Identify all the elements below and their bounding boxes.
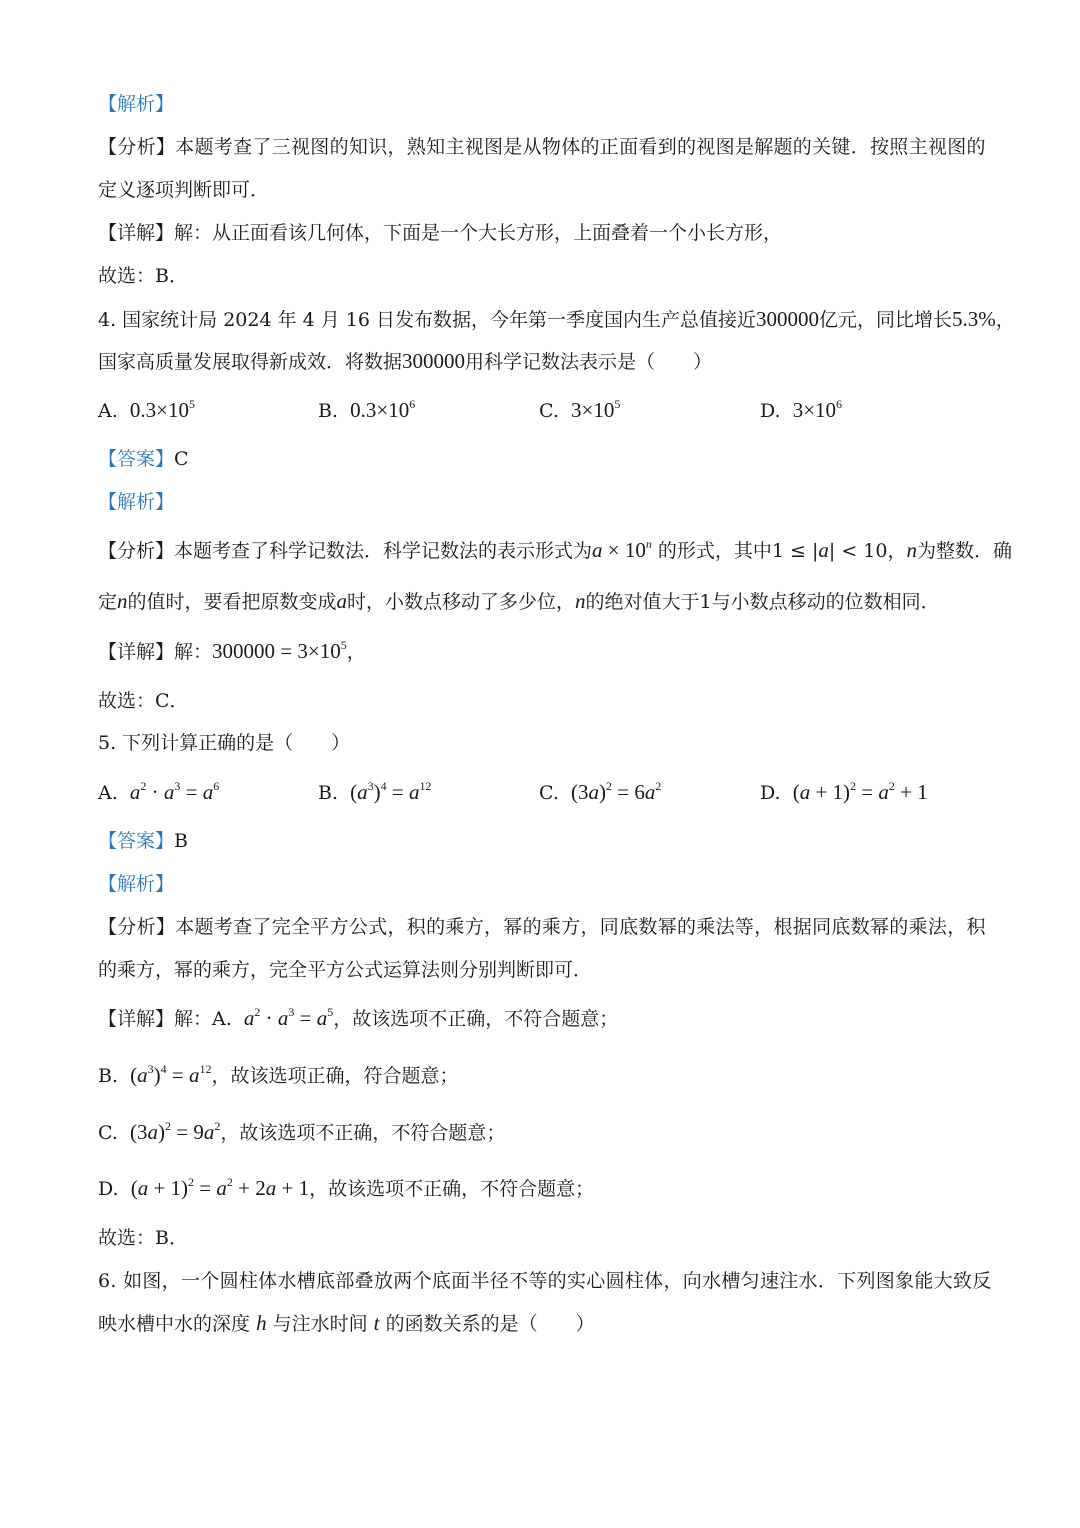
q6-stem-2e: 的函数关系的是（ ） (385, 1313, 595, 1335)
q4-fenxi-e: 的形式，其中1 ≤ | (651, 540, 819, 562)
option-label: D. (760, 400, 781, 422)
q5-detail-d-label: D. (98, 1178, 119, 1200)
q4-option-d (760, 398, 842, 423)
q4-detail (98, 639, 366, 664)
option-label: C. (539, 782, 559, 804)
q4-fenxi-a-var: a (592, 538, 603, 562)
q4-fenxi2-a-var: a (336, 589, 348, 613)
option-coef: 3×10 (571, 398, 615, 422)
q4-stem-line-1 (98, 307, 1015, 332)
q5-option-b: B. $(a^3)^4 = a^{12}$ (318, 779, 432, 804)
option-label: B. (318, 782, 339, 804)
q5-detail-tag: 【详解】解：A. (98, 1008, 232, 1030)
q4-fenxi-i: 为整数．确 (916, 540, 1012, 562)
q6-var-t: t (373, 1311, 380, 1335)
answer-value: C (174, 448, 189, 470)
q5-detail-d-tail: ，故该选项不正确，不符合题意； (309, 1178, 595, 1200)
q4-jiexi-tag: 【解析】 (98, 491, 175, 513)
q4-fenxi-abs-a: a (818, 538, 829, 562)
q5-option-c: C. $(3a)^2 = 6a^2$ (539, 779, 662, 804)
option-exp: 6 (409, 397, 416, 411)
q5-detail-b: B. $(a^3)^4 = a^{12}$，故该选项正确，符合题意； (98, 1062, 459, 1087)
q4-analysis-line-1 (98, 538, 1012, 563)
q5-option-d: D. $(a + 1)^2 = a^2 + 1$ (760, 779, 928, 804)
q5-analysis-line-2: 的乘方，幂的乘方，完全平方公式运算法则分别判断即可． (98, 959, 593, 981)
q4-fenxi2-g: 的绝对值大于1与小数点移动的位数相同． (585, 591, 940, 613)
option-coef: 0.3×10 (129, 398, 189, 422)
q3-analysis-line-2: 定义逐项判断即可． (98, 179, 270, 201)
answer-value: B (174, 830, 188, 852)
q4-detail-exp: 5 (340, 638, 347, 652)
q5-detail-d: D. $(a + 1)^2 = a^2 + 2a + 1$，故该选项不正确，不符合题意； (98, 1175, 595, 1200)
q4-fenxi-times: × 10 (602, 538, 646, 562)
q4-stem-percent: 5.3% (952, 307, 996, 331)
q5-detail-a-tail: ，故该选项不正确，不符合题意； (333, 1008, 619, 1030)
option-label: A. (98, 782, 118, 804)
q4-fenxi2-e: 时，小数点移动了多少位， (347, 591, 576, 613)
q4-fenxi-n-exp: n (645, 537, 652, 551)
option-exp: 5 (614, 397, 621, 411)
q5-stem: 5. 下列计算正确的是（ ） (98, 732, 351, 754)
q4-choice: 故选：C． (98, 690, 189, 712)
q4-detail-comma: ， (346, 641, 366, 663)
q5-detail-c-label: C. (98, 1122, 118, 1144)
option-coef: 3×10 (792, 398, 837, 422)
q5-analysis-line-1: 【分析】本题考查了完全平方公式，积的乘方，幂的乘方，同底数幂的乘法等，根据同底数幂的乘法，积 (98, 916, 986, 938)
option-label: C. (539, 400, 559, 422)
q6-stem-2c: 与注水时间 (272, 1313, 368, 1335)
q4-stem-2c: 用科学记数法表示是（ ） (465, 351, 713, 373)
q4-stem-1a: 4. 国家统计局 2024 年 4 月 16 日发布数据，今年第一季度国内生产总值接近 (98, 309, 757, 331)
q3-jiexi-tag: 【解析】 (98, 93, 175, 115)
q4-fenxi2-c: 的值时，要看把原数变成 (127, 591, 337, 613)
option-label: A. (98, 400, 118, 422)
q3-choice: 故选：B． (98, 265, 188, 287)
q5-choice: 故选：B． (98, 1227, 188, 1249)
q4-detail-eq: 300000 = 3×10 (212, 639, 341, 663)
q4-fenxi2-n2: n (575, 589, 586, 613)
q4-fenxi-a: 【分析】本题考查了科学记数法．科学记数法的表示形式为 (98, 540, 593, 562)
q5-detail-b-tail: ，故该选项正确，符合题意； (211, 1065, 459, 1087)
q4-stem-value-2: 300000 (402, 349, 466, 373)
option-exp: 5 (188, 397, 195, 411)
q6-stem-2a: 映水槽中水的深度 (98, 1313, 251, 1335)
q4-stem-line-2 (98, 349, 712, 374)
option-exp: 6 (836, 397, 843, 411)
q6-var-h: h (256, 1311, 267, 1335)
q4-fenxi2-a: 定 (98, 591, 118, 613)
q5-option-a: A. $a^2 \cdot a^3 = a^6$ (98, 779, 220, 804)
q5-detail-b-label: B. (98, 1065, 119, 1087)
q4-stem-1c: 亿元，同比增长 (819, 309, 953, 331)
q5-jiexi-tag: 【解析】 (98, 873, 175, 895)
q5-answer (98, 829, 188, 853)
q5-detail-a: 【详解】解：A. $a^2 \cdot a^3 = a^5$，故该选项不正确，不符合题意； (98, 1005, 619, 1030)
option-label: D. (760, 782, 781, 804)
q4-stem-value: 300000 (756, 307, 820, 331)
q4-option-b (318, 398, 415, 423)
q5-detail-c: C. $(3a)^2 = 9a^2$，故该选项不正确，不符合题意； (98, 1119, 506, 1144)
option-coef: 0.3×10 (350, 398, 410, 422)
answer-tag: 【答案】 (98, 448, 175, 470)
q4-analysis-line-2 (98, 589, 940, 614)
q4-option-a (98, 398, 195, 423)
answer-tag: 【答案】 (98, 830, 175, 852)
option-label: B. (318, 400, 339, 422)
q4-stem-2a: 国家高质量发展取得新成效．将数据 (98, 351, 403, 373)
q4-fenxi-n: n (906, 538, 917, 562)
q3-analysis-line-1: 【分析】本题考查了三视图的知识，熟知主视图是从物体的正面看到的视图是解题的关键．按照主视图的 (98, 136, 986, 158)
q4-fenxi2-n: n (117, 589, 128, 613)
q4-fenxi-g: | < 10， (828, 540, 907, 562)
q4-answer (98, 447, 189, 471)
q4-stem-1e: ， (995, 309, 1015, 331)
q4-detail-tag: 【详解】解： (98, 641, 213, 663)
q3-detail: 【详解】解：从正面看该几何体，下面是一个大长方形，上面叠着一个小长方形， (98, 222, 783, 244)
q5-detail-c-tail: ，故该选项不正确，不符合题意； (220, 1122, 506, 1144)
q6-stem-line-1: 6. 如图，一个圆柱体水槽底部叠放两个底面半径不等的实心圆柱体，向水槽匀速注水．下列图象能大致反 (98, 1270, 992, 1292)
q6-stem-line-2 (98, 1311, 595, 1336)
q4-option-c (539, 398, 620, 423)
